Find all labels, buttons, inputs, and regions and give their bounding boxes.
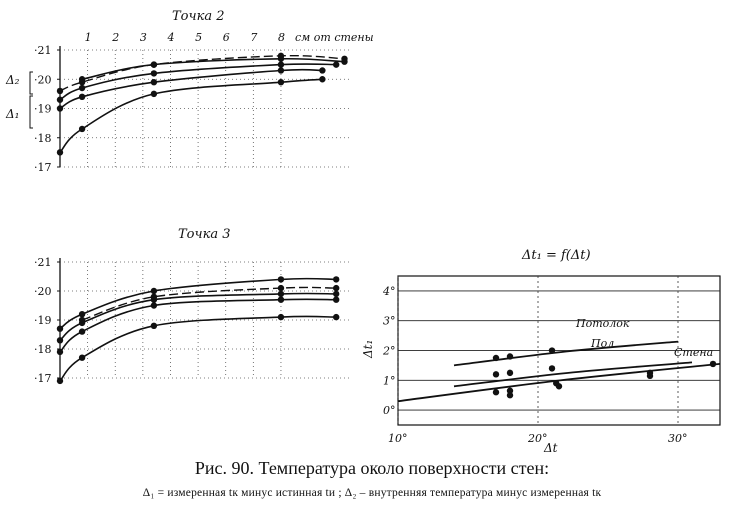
y-tick-label: ·19: [34, 102, 52, 116]
x-axis-unit: см от стены: [295, 31, 374, 44]
data-point: [79, 79, 85, 85]
data-point: [57, 337, 63, 343]
data-point: [151, 91, 157, 97]
x-tick-label: 7: [250, 31, 258, 44]
x-tick-label: 30°: [668, 432, 688, 445]
y-tick-label: ·19: [34, 314, 52, 327]
data-point: [278, 276, 284, 282]
data-point: [341, 56, 347, 62]
delta-2-label: Δ₂: [6, 73, 20, 87]
data-point: [319, 76, 325, 82]
x-tick-label: 1: [84, 31, 92, 44]
data-point: [549, 365, 555, 371]
panel-point-2: [5, 9, 374, 174]
data-point: [79, 85, 85, 91]
data-point: [647, 373, 653, 379]
series-line: [60, 79, 322, 152]
data-point: [79, 126, 85, 132]
data-point: [493, 371, 499, 377]
data-point: [333, 297, 339, 303]
data-point: [507, 370, 513, 376]
x-tick-label: 6: [222, 31, 230, 44]
data-point: [57, 88, 63, 94]
data-point: [710, 361, 716, 367]
data-point: [333, 291, 339, 297]
data-point: [493, 389, 499, 395]
data-point: [79, 355, 85, 361]
y-tick-label: 2°: [383, 344, 396, 358]
data-point: [333, 276, 339, 282]
data-point: [151, 294, 157, 300]
delta-2-bracket: [30, 72, 33, 94]
right-y-axis-label: Δt₁: [361, 339, 375, 358]
figure-caption-legend: Δ₁ = измеренная tк минус истинная tи ; Δ₂ – внутренняя температура минус измеренная tк: [142, 487, 602, 499]
data-point: [507, 353, 513, 359]
panel-title-point-2: Точка 2: [172, 9, 225, 24]
x-tick-label: 8: [277, 31, 285, 44]
y-tick-label: ·18: [34, 131, 52, 145]
y-tick-label: 1°: [383, 374, 396, 388]
data-point: [57, 149, 63, 155]
x-tick-label: 5: [195, 31, 203, 44]
data-point: [151, 302, 157, 308]
data-point: [278, 61, 284, 67]
y-tick-label: ·17: [34, 372, 52, 385]
panel-point-3: [34, 227, 350, 385]
data-point: [278, 79, 284, 85]
data-point: [79, 94, 85, 100]
panel-title-point-3: Точка 3: [178, 227, 231, 242]
x-tick-label: 10°: [388, 432, 408, 445]
data-point: [493, 355, 499, 361]
y-tick-label: ·21: [34, 256, 52, 269]
data-point: [151, 288, 157, 294]
data-point: [57, 349, 63, 355]
label-wall: Стена: [674, 346, 714, 359]
data-point: [278, 314, 284, 320]
y-tick-label: 4°: [383, 284, 396, 298]
data-point: [278, 53, 284, 59]
data-point: [57, 97, 63, 103]
x-tick-label: 3: [139, 31, 147, 44]
data-point: [333, 314, 339, 320]
data-point: [79, 317, 85, 323]
data-point: [278, 297, 284, 303]
data-point: [278, 291, 284, 297]
delta-1-label: Δ₁: [6, 107, 20, 121]
data-point: [278, 285, 284, 291]
y-tick-label: ·21: [34, 44, 52, 57]
y-tick-label: 3°: [383, 314, 396, 328]
data-point: [507, 392, 513, 398]
trend-line: [454, 362, 692, 386]
formula-title: Δt₁ = f(Δt): [522, 248, 591, 263]
data-point: [333, 61, 339, 67]
data-point: [57, 378, 63, 384]
x-tick-label: 4: [167, 31, 175, 44]
data-point: [79, 311, 85, 317]
data-point: [79, 328, 85, 334]
data-point: [57, 326, 63, 332]
data-point: [278, 67, 284, 73]
y-tick-label: 0°: [383, 404, 396, 418]
x-tick-label: 2: [112, 31, 120, 44]
data-point: [151, 61, 157, 67]
data-point: [57, 105, 63, 111]
label-ceiling: Потолок: [576, 317, 630, 330]
data-point: [556, 383, 562, 389]
label-floor: Пол: [591, 337, 615, 350]
data-point: [151, 323, 157, 329]
data-point: [549, 347, 555, 353]
data-point: [151, 70, 157, 76]
data-point: [151, 79, 157, 85]
x-tick-label: 20°: [528, 432, 548, 445]
data-point: [319, 67, 325, 73]
series-line: [82, 287, 336, 320]
data-point: [333, 285, 339, 291]
delta-1-bracket: [30, 96, 33, 128]
y-tick-label: ·20: [34, 285, 52, 298]
y-tick-label: ·18: [34, 343, 52, 356]
figure-caption-title: Рис. 90. Температура около поверхности стен:: [194, 458, 550, 478]
series-line: [60, 299, 336, 352]
y-tick-label: ·17: [34, 161, 52, 174]
panel-delta-function: [361, 248, 720, 455]
trend-line: [454, 342, 678, 366]
right-x-axis-label: Δt: [544, 441, 558, 455]
y-tick-label: ·20: [34, 73, 52, 87]
